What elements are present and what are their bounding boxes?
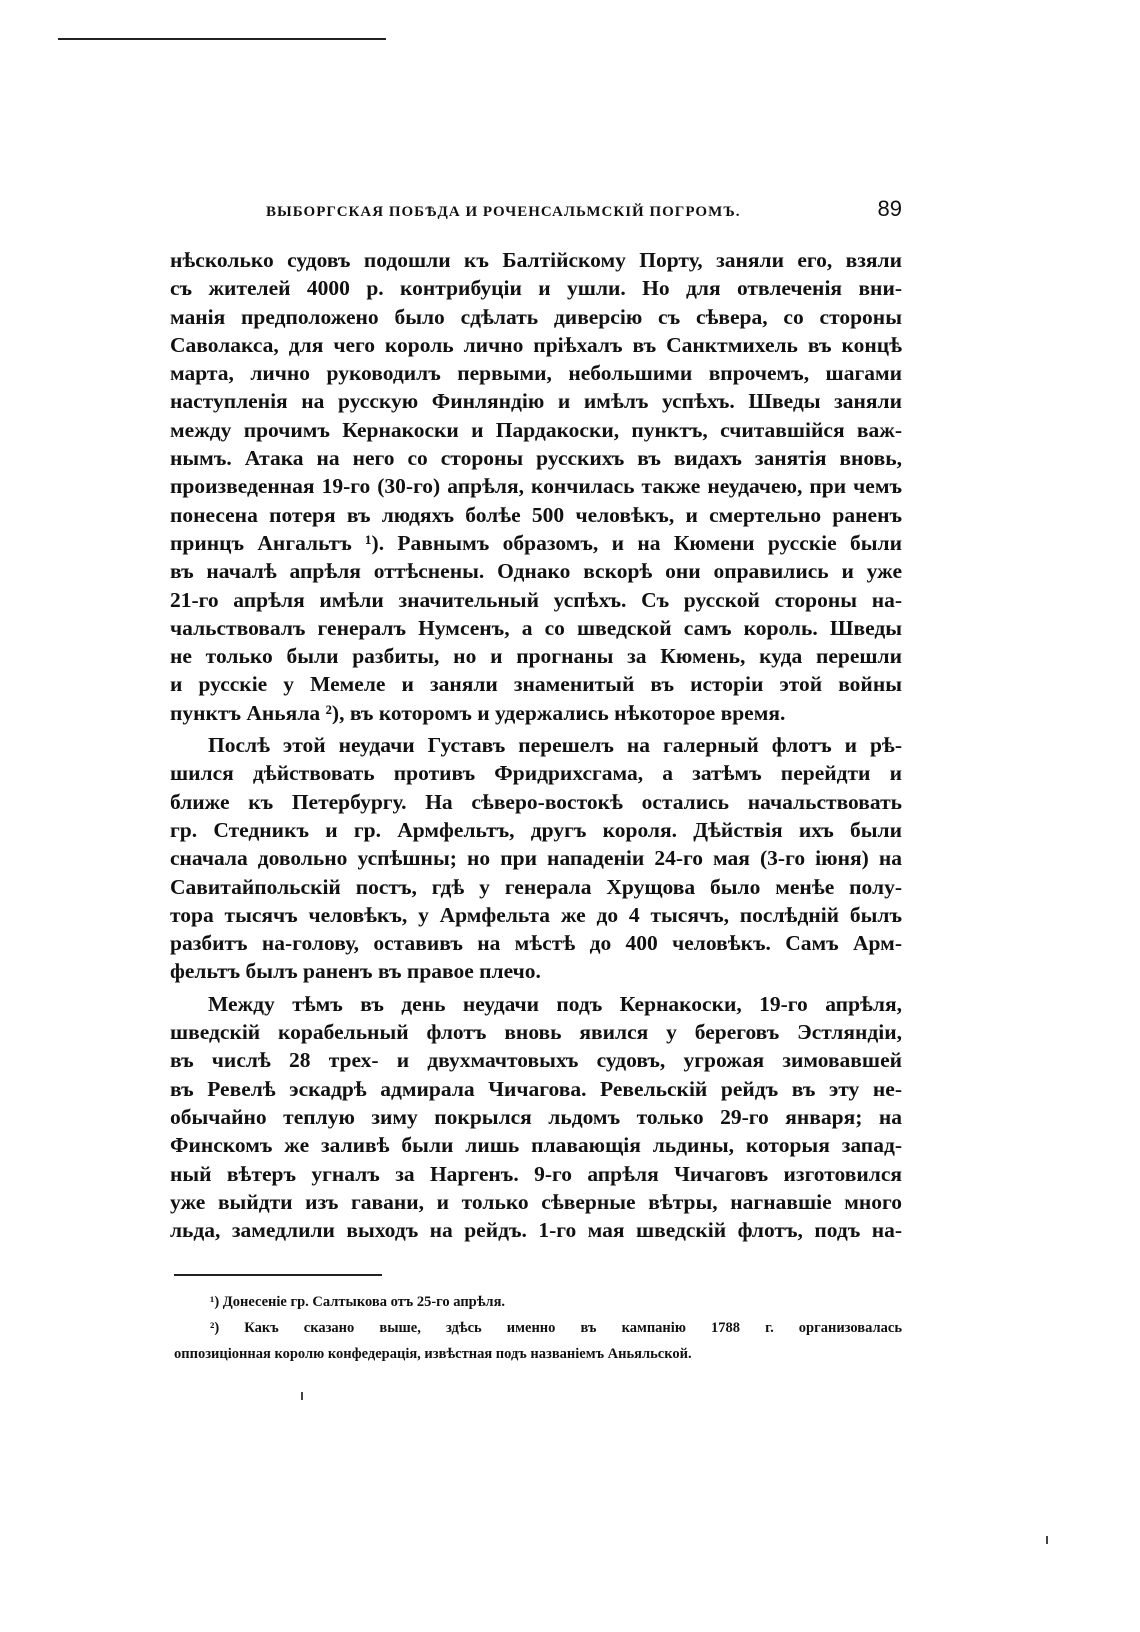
text-line: разбитъ на-голову, оставивъ на мѣстѣ до 400 человѣкъ. Самъ Арм- (170, 931, 902, 956)
paragraph-3 (170, 990, 902, 1245)
text-line: фельтъ былъ раненъ въ правое плечо. (170, 959, 541, 984)
text-line: обычайно теплую зиму покрылся льдомъ только 29-го января; на (170, 1104, 902, 1129)
text-line: Финскомъ же заливѣ были лишь плавающія льдины, которыя запад- (170, 1133, 902, 1158)
text-line: марта, лично руководилъ первыми, небольшими впрочемъ, шагами (170, 361, 902, 386)
text-line: между прочимъ Кернакоски и Пардакоски, пунктъ, считавшійся важ- (170, 417, 902, 442)
text-line: манія предположено было сдѣлать диверсію съ сѣвера, со стороны (170, 304, 902, 329)
footnote-1: ¹) Донесеніе гр. Салтыкова отъ 25-го апрѣля. (210, 1294, 506, 1310)
text-line: тора тысячъ человѣкъ, у Армфельта же до 4 тысячъ, послѣдній былъ (170, 902, 902, 927)
text-line: наступленія на русскую Финляндію и имѣлъ успѣхъ. Шведы заняли (170, 389, 902, 414)
text-line: не только были разбиты, но и прогнаны за Кюмень, куда перешли (170, 644, 902, 669)
top-decorative-rule (58, 38, 386, 40)
footnotes (174, 1289, 902, 1367)
page-header (170, 196, 902, 228)
text-line: въ началѣ апрѣля оттѣснены. Однако вскорѣ они оправились и уже (170, 559, 902, 584)
text-line: и русскіе у Мемеле и заняли знаменитый въ исторіи этой войны (170, 672, 902, 697)
text-line: въ числѣ 28 трех- и двухмачтовыхъ судовъ, угрожая зимовавшей (170, 1048, 902, 1073)
text-line: уже выйдти изъ гавани, и только сѣверные вѣтры, нагнавшіе много (170, 1189, 902, 1214)
text-line: шился дѣйствовать противъ Фридрихсгама, а затѣмъ перейдти и (170, 761, 902, 786)
text-line: чальствовалъ генералъ Нумсенъ, а со шведской самъ король. Шведы (170, 615, 902, 640)
text-line: съ жителей 4000 р. контрибуціи и ушли. Но для отвлеченія вни- (170, 276, 902, 301)
text-line: ный вѣтеръ угналъ за Наргенъ. 9-го апрѣля Чичаговъ изготовился (170, 1161, 902, 1186)
text-line: принцъ Ангальтъ ¹). Равнымъ образомъ, и на Кюмени русскіе были (170, 530, 902, 555)
text-line: пунктъ Аньяла ²), въ которомъ и удержались нѣкоторое время. (170, 700, 786, 725)
text-line: произведенная 19-го (30-го) апрѣля, кончилась также неудачею, при чемъ (170, 474, 902, 499)
running-title: ВЫБОРГСКАЯ ПОБѢДА И РОЧЕНСАЛЬМСКІЙ ПОГРОМЪ. (266, 204, 741, 220)
text-line: шведскій корабельный флотъ вновь явился у береговъ Эстляндіи, (170, 1020, 902, 1045)
text-line: въ Ревелѣ эскадрѣ адмирала Чичагова. Ревельскій рейдъ въ эту не- (170, 1076, 902, 1101)
text-line: ближе къ Петербургу. На сѣверо-востокѣ остались начальствовать (170, 789, 902, 814)
footnote-separator (174, 1274, 382, 1276)
text-line: гр. Стедникъ и гр. Армфельтъ, другъ короля. Дѣйствія ихъ были (170, 817, 902, 842)
text-line: Послѣ этой неудачи Густавъ перешелъ на галерный флотъ и рѣ- (208, 733, 902, 758)
print-speck (1046, 1536, 1048, 1544)
text-line: 21-го апрѣля имѣли значительный успѣхъ. Съ русской стороны на- (170, 587, 902, 612)
text-line: льда, замедлили выходъ на рейдъ. 1-го мая шведскій флотъ, подъ на- (170, 1218, 902, 1243)
text-line: Савитайпольскій постъ, гдѣ у генерала Хрущова было менѣе полу- (170, 874, 902, 899)
page-number: 89 (877, 196, 902, 221)
text-line: Саволакса, для чего король лично пріѣхалъ въ Санктмихель въ концѣ (170, 332, 902, 357)
paragraph-2 (170, 731, 902, 986)
text-line: нѣсколько судовъ подошли къ Балтійскому Порту, заняли его, взяли (170, 248, 902, 272)
footnote-2: ²) Какъ сказано выше, здѣсь именно въ кампанію 1788 г. организовалась (210, 1320, 902, 1336)
text-line: сначала довольно успѣшны; но при нападеніи 24-го мая (3-го іюня) на (170, 846, 902, 871)
text-line: Между тѣмъ въ день неудачи подъ Кернакоски, 19-го апрѣля, (208, 991, 902, 1016)
body-text (170, 246, 902, 1244)
paragraph-1 (170, 246, 902, 727)
footnote-2-continuation: оппозиціонная королю конфедерація, извѣстная подъ названіемъ Аньяльской. (174, 1346, 692, 1362)
print-speck (301, 1392, 303, 1400)
text-line: понесена потеря въ людяхъ болѣе 500 человѣкъ, и смертельно раненъ (170, 502, 902, 527)
text-line: нымъ. Атака на него со стороны русскихъ въ видахъ занятія вновь, (170, 446, 902, 471)
